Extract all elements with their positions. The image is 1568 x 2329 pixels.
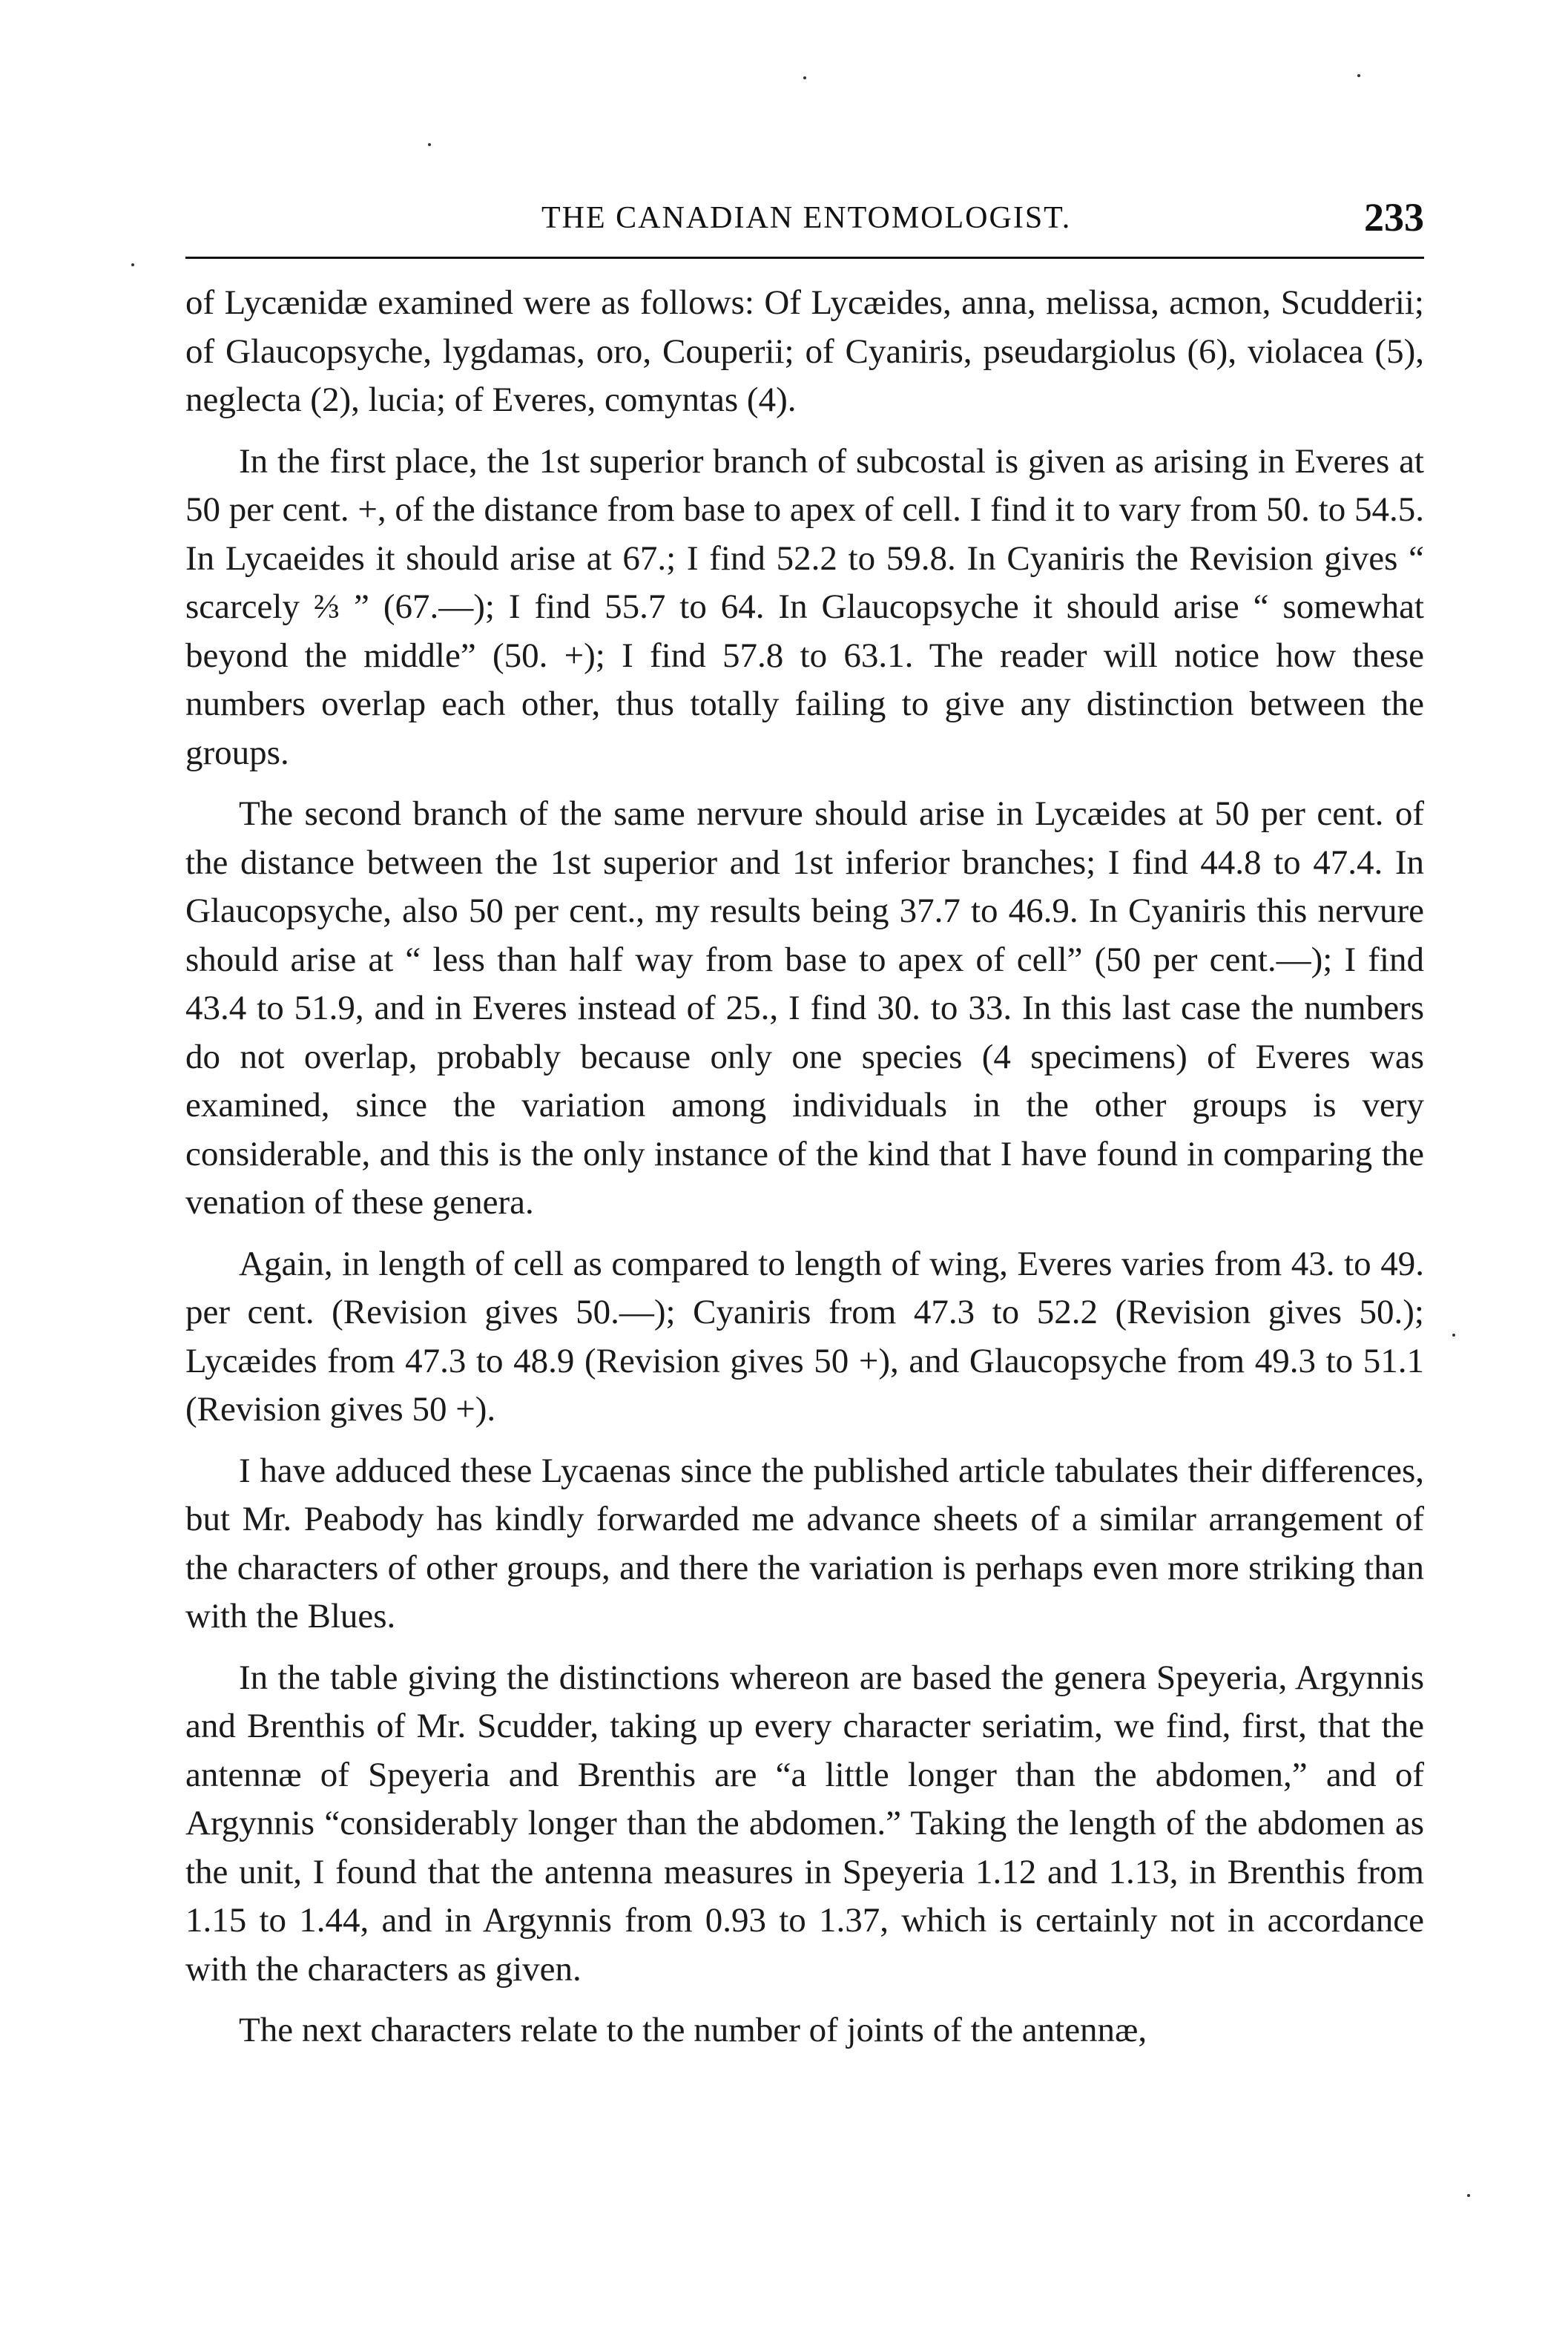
header-rule [185, 257, 1424, 259]
document-page [185, 194, 1424, 2068]
scan-speck [1467, 2194, 1470, 2197]
running-title: THE CANADIAN ENTOMOLOGIST. [541, 201, 1072, 235]
running-head [185, 194, 1424, 246]
scan-speck [803, 76, 806, 79]
scan-speck [428, 143, 431, 146]
paragraph-lycaenas: I have adduced these Lycaenas since the published article tabulates their differences, but Mr. Peabody has kindly forwarded me advance sheets of a similar arrangement of the characters of other groups, and there the variation is perhaps even more striking than with the Blues. [185, 1451, 1424, 1635]
paragraph-first-branch: In the first place, the 1st superior branch of subcostal is given as arising in Everes at 50 per cent. +, of the distance from base to apex of cell. I find it to vary from 50. to 54.5. In Lycaeides it should arise at 67.; I find 52.2 to 59.8. In Cyaniris the Revision gives “ scarcely ⅔ ” (67.—); I find 55.7 to 64. In Glaucopsyche it should arise “ somewhat beyond the middle” (50. +); I find 57.8 to 63.1. The reader will notice how these numbers overlap each other, thus totally failing to give any distinction between the groups. [185, 441, 1424, 772]
paragraph-continuation: of Lycænidæ examined were as follows: Of Lycæides, anna, melissa, acmon, Scudderii; of Glaucopsyche, lygdamas, oro, Couperii; of Cyaniris, pseudargiolus (6), violacea (5), neglecta (2), lucia; of Everes, comyntas (4). [185, 283, 1424, 419]
page-number: 233 [1364, 195, 1424, 240]
scan-speck [131, 263, 134, 266]
paragraph-second-branch: The second branch of the same nervure should arise in Lycæides at 50 per cent. of the distance between the 1st superior and 1st inferior branches; I find 44.8 to 47.4. In Glaucopsyche, also 50 per cent., my results being 37.7 to 46.9. In Cyaniris this nervure should arise at “ less than half way from base to apex of cell” (50 per cent.—); I find 43.4 to 51.9, and in Everes instead of 25., I find 30. to 33. In this last case the numbers do not overlap, probably because only one species (4 specimens) of Everes was examined, since the variation among individuals in the other groups is very considerable, and this is the only instance of the kind that I have found in comparing the venation of these genera. [185, 794, 1424, 1222]
body-text [185, 279, 1424, 2055]
scan-speck [1452, 1334, 1455, 1337]
paragraph-speyeria-table: In the table giving the distinctions whereon are based the genera Speyeria, Argynnis and Brenthis of Mr. Scudder, taking up every character seriatim, we find, first, that the antennæ of Speyeria and Brenthis are “a little longer than the abdomen,” and of Argynnis “considerably longer than the abdomen.” Taking the length of the abdomen as the unit, I found that the antenna measures in Speyeria 1.12 and 1.13, in Brenthis from 1.15 to 1.44, and in Argynnis from 0.93 to 1.37, which is certainly not in accordance with the characters as given. [185, 1658, 1424, 1989]
paragraph-joints: The next characters relate to the number of joints of the antennæ, [239, 2011, 1147, 2049]
scan-speck [1357, 74, 1360, 77]
paragraph-cell-length: Again, in length of cell as compared to length of wing, Everes varies from 43. to 49. per cent. (Revision gives 50.—); Cyaniris from 47.3 to 52.2 (Revision gives 50.); Lycæides from 47.3 to 48.9 (Revision gives 50 +), and Glaucopsyche from 49.3 to 51.1 (Revision gives 50 +). [185, 1244, 1424, 1429]
